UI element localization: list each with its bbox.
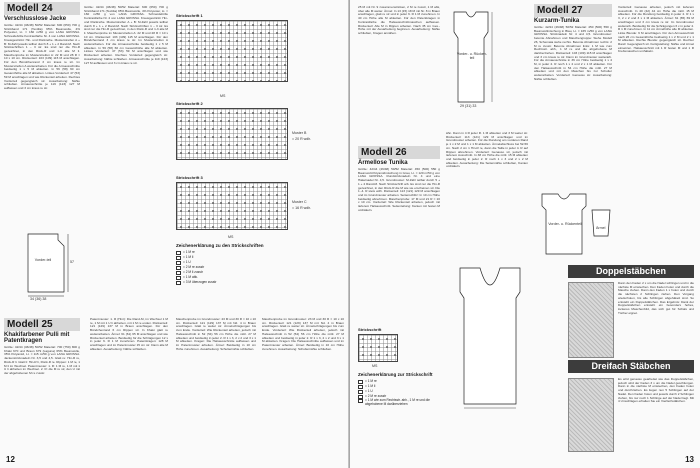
model-24-body: Größe: 42/44 (46/48) 50/52 Material: 600 (650) 700 g Strickband 171 (Textilia) 95% Baumwolle, 4% Polyester, Lt. = 160 m/50 g von LANA GROSSA. Schneidebrille Kontrastfarbe Nr. 4 von LANA GROSSA. Krausgestrickt: Hin- und Rückreihe. Musterstreifen A + B: M-Zahl jeweils teilbar durch 8 + 1 + 2 Rand-M. Nach Strickschriften 1 – 3 str. Es sind nur die Hin-R gezeichnet, in den Rück-R und 1-3 alle M li. Maschenprobe im Musterstreifen A: 22 M und 28 R = 10 x 10 cm. Rückenteil: 103 (109) 115 M anschlagen. Für den Bündchenrand 3 cm kraus re str. Im Musterstreifen A weiterarbeiten. Für die Armausschnitte beidseitig 1 x 5 M abketten. In 56 (58) 60 cm Gesamthöhe alle M abketten. Linkes Vorderteil: 47 (53) 59 M anschlagen und wie Rückenteil arbeiten. Rechtes Vorderteil gegengleich str. Ausarbeitung: Nähte schließen. Armausschnitte je 119 (123) 127 M auffassen und 3 cm kraus re str.	[4, 23, 80, 90]
schematic-label-front: Vorder-teil	[34, 258, 52, 262]
legend-title: Zeichenerklärung zu den Strickschriften	[176, 243, 264, 248]
model-25-column-3	[176, 318, 256, 452]
legend-item: = 2 M li zusstr	[176, 270, 276, 275]
dreifach-photo	[568, 378, 614, 452]
model-25-title: Khakifarbener Pulli mit Patentkragen	[4, 332, 70, 344]
chart-3-grid	[176, 182, 288, 230]
legend-item: = 1 M li	[176, 255, 276, 260]
model-26-column	[358, 146, 440, 326]
legend-item: = 1 M li	[358, 384, 440, 389]
page-number-right: 13	[685, 455, 694, 464]
page-number-left: 12	[6, 455, 15, 464]
schematic-label-width: 34 (36) 38	[30, 297, 47, 301]
model-25-body: Größe: 42/44 (46/48) 50/52 Material: 700 (750) 800 g Khaki 670 und Braun 679 (Laguna) 65% Baumwolle, 35% Polyamid, Lt. = 115 m/50 g von LANA GROSSA. Jackenstricknadeln Nr. 3,5 und 4,5. Glatt re: Hin-R re, Rück-R li. Glatt li: Hin-R li, Rück-R re. Rippen: 1 M re, 1 M li im Wechsel. Patentmuster: 1. R: 1 M re, 1 M mit 1 U li abheben im Wechsel. 2. R: die M re str, den U mit der abgehobenen M re zusstr.	[4, 345, 80, 375]
legend-item: = 1 M re	[176, 250, 276, 255]
dreifach-body: Es wird genauso gearbeitet wie das Doppelstäbchen, jedoch wird der Faden 3 x um die Nadel geschlungen. Dann in die nächste M einstechen, den Faden holen und durchziehen. Es liegen nun 5 Schlingen auf der Nadel. Den Faden holen und jeweils durch 2 Schlingen ziehen, bis nur noch 1 Schlinge auf der Nadel liegt. Mit 4 Umschlägen erhalten Sie ein Vierfachstäbchen.	[618, 378, 694, 404]
schematic-26-label: Vorder- u. Rücken-teil	[456, 52, 488, 60]
legend-item: = 2 M re zusstr	[358, 394, 440, 399]
model-24-body-continued: Größe: 42/44 (46/48) 50/52 Material: 600 (650) 700 g Strickband 171 (Textilia) 95% Baumwolle, 4% Polyester, Lt. = 160 m/50 g von LANA GROSSA. Schneidebrille Kontrastfarbe Nr. 4 von LANA GROSSA. Krausgestrickt: Hin- und Rückreihe. Musterstreifen A + B: M-Zahl jeweils teilbar durch 8 + 1 + 2 Rand-M. Nach Strickschriften 1 – 3 str. Es sind nur die Hin-R gezeichnet, in den Rück-R und 1-3 alle M li. Maschenprobe im Musterstreifen A: 22 M und 28 R = 10 x 10 cm. Rückenteil: 103 (109) 115 M anschlagen. Für den Bündchenrand 3 cm kraus re str. Im Musterstreifen A weiterarbeiten. Für die Armausschnitte beidseitig 1 x 5 M abketten. In 56 (58) 60 cm Gesamthöhe alle M abketten. Linkes Vorderteil: 47 (53) 59 M anschlagen und wie Rückenteil arbeiten. Rechtes Vorderteil gegengleich str. Ausarbeitung: Nähte schließen. Armausschnitte je 119 (123) 127 M auffassen und 3 cm kraus re str.	[84, 6, 168, 65]
model-number: 26	[395, 147, 407, 158]
chart-3-pattern-label: Muster C	[292, 200, 307, 204]
chart-2-title: Strickschrift 2	[176, 101, 203, 106]
model-27-body: Größe: 42/44 (46/48) 50/52 Material: 450 (500) 550 g Baumwollmischung in Blau, Lt. = 165 m/50 g von LANA GROSSA. Stricknadeln Nr. 4 und 4,5. Grundmuster: betonte Abnahmen und Maschengruppe: Siehe Modell 26, Schemata siehe rechts. Betonte Abnahmen rechts: 2 M re zusstr. Betonte Abnahmen links: 1 M wie zum Rechtsstr. abh., 1 M re und die abgehobene M darüberziehen. Rückenteil: 103 (109) 115 M anschlagen und 3 cm kraus re str. Dann im Grundmuster weiterarb. Für die Armausschnitte in 36 cm Höhe beidseitig 1 x 4 M, in jeder 2. R noch 1 x 2 und 2 x 1 M abketten. Für den Halsausschnitt in 54 cm Höhe die mittl. 27 M abketten und mit den Maschen bis zur Schulter weiterarbeiten. Vorderteil: Genauso str. Ausarbeitung: Nähte schließen.	[534, 25, 612, 81]
doppelstaebchen-body: Dann den Faden 2 x um die Nadel schlingen und in die nächste M einstechen. Den Faden holen und durch die Masche ziehen. Dann den Faden 1 x holen und durch die nächsten 2 Schlingen ziehen. Den Vorgang wiederholen, bis alle Schlingen abgehäkelt sind. So entsteht ein Doppelstäbchen. Das Ergebnis: Dank der Doppelstäbchen entsteht ein besonders hohes, lockeres Maschenbild, das sich gut für Schals und Tücher eignet.	[618, 282, 694, 315]
right-page	[350, 0, 700, 468]
dreifach-heading: Dreifach Stäbchen	[568, 360, 694, 373]
model-27-title: Kurzarm-Tunika	[534, 18, 580, 24]
model-label: Modell	[7, 3, 39, 14]
model-26-schematic-lower	[450, 262, 530, 412]
model-label: Modell	[7, 319, 39, 330]
chart-26-legend	[358, 372, 440, 406]
chart-26-title: Strickschrift	[358, 327, 382, 332]
model-25-body-2: Patentmuster: 1. R (Hinr): Die Rand-M, im Wechsel 1 M re, 1 M mit 1 U li abheben, mit 1 M re enden. Rückenteil: 121 (129) 137 M in Braun anschlagen. Für den Bündchenrand 6 cm Rippen str. In Khaki glatt re weiterarbeiten. Ärmel: 61 (61) 65 M anschlagen und wie Rückenteil arbeiten. Beidseitig für die Schrägungen 12 x in jeder 6. R 1 M zunehmen. Patentkragen: 128 M anschlagen und im Patentmuster 15 cm str. Dann alle M abketten. Ausarbeitung: Nähte schließen.	[90, 318, 168, 351]
model-number: 24	[41, 3, 53, 14]
doppelstaebchen-photo	[568, 282, 614, 358]
model-27-body-2: Vorderteil: Genauso arbeiten, jedoch mit tieferem Ausschnitt. In 40 (42) 44 cm Höhe die mittl. 15 M abketten. Für die Rundung beidseitig in jeder 2. R 1 x 3, 2 x 2 und 3 x 1 M abketten. Ärmel: 61 (65) 69 M anschlagen und 3 cm kraus re str. Im Grundmuster weiterarb. Beidseitig für die Schrägungen 6 x in jeder 4. R 1 M zunehmen. In 11 cm Ärmelhöhe alle M abketten. Linke Blende: 9 M anschlagen. Für den Armausschnitt nach 26 cm Gesamthöhe beidseitig 1 x 2 M und 2 x 1 M abketten. Rechte Blende: gegengleich str. Rechter Rand: Gegengleich str. Fertigstellung: Nähte und Armel einsetzen. Halsausschnitt mit 1 R festen M und 1 R Krebsmaschen umhäkeln.	[618, 6, 694, 54]
model-26-heading	[358, 146, 440, 159]
model-24-column-2	[84, 6, 168, 226]
model-26-body: Größe: 42/44 (46/48) 50/52 Material: 450 (500) 550 g Baumwoll-Polyamidmischung in Grau, Lt. = 120 m/50 g von LANA GROSSA. Rundstricknadeln Nr. 4 und eine Häkelnadel Nr. 4,5. Grundmuster: M-Zahl teilbar durch 5 + 1 + 2 Rand-M. Nach Strickschrift arb. Es sind nur die Hin-R gezeichnet, in den Rück-R die M wie sie erscheinen str. Die 1.-4. R stets wdh. Rückenteil: 113 (121) 129 M anschlagen und im Grundmuster arbeiten. Seitenschlitz: In 10 cm Höhe beidseitig abnehmen. Maschenprobe: 17 M und 21 R = 10 x 10 cm. Vorderteil: Wie Rückenteil arbeiten, jedoch mit tieferem Halsausschnitt. Seitenteilung: Kanten mit festen M umhäkeln.	[358, 167, 440, 212]
legend-item: = 1 M wie zum Rechtsstr. abh., 1 M re und die abgehobene M darüberziehen	[358, 399, 440, 406]
chart-26-ms-label: MS	[372, 364, 378, 368]
schematic-27-label: Vorder- u. Rückenteil	[548, 222, 582, 226]
legend-item: = 1 U	[176, 260, 276, 265]
chart-2-grid	[176, 108, 288, 160]
model-27-column-2	[618, 6, 694, 206]
chart-1-ms-label: MS	[220, 94, 226, 98]
model-27-heading	[534, 4, 612, 17]
doppelstaebchen-heading: Doppelstäbchen	[568, 265, 694, 278]
chart-legend	[176, 243, 276, 285]
model-24-heading	[4, 2, 80, 15]
model-26-body-2: ähn. Dann in 4 R jeder R. 1 M abketten und 3 M weiter str. Rückenteil: 113 (121) 129 M anschlagen und im Grundmuster arbeiten. Für die Rundung am vorderen Rand je 1 x 2 M und 1 x 1 M abketten. Ärmelabschluss bei 52-56 cm. Nach 2 cm 1 Hin-R re, dann die Taille in jeder 4. R auf Rippen abnehmen. Vorderteil: Genauso str, jedoch mit tieferem Ausschnitt. In 38 cm Höhe die mittl. 15 M abketten und beidseitig in jeder 2. R noch 1 x 3 und 2 x 2 M abketten. Ausarbeitung: Die Seitennähte schließen, Kanten umhäkeln.	[446, 132, 528, 169]
schematic-label-height: 57	[70, 260, 74, 264]
legend-item: = 2 M re zusstr	[176, 265, 276, 270]
legend-item: = 1 U	[358, 389, 440, 394]
doppelstaebchen-text	[618, 282, 694, 358]
chart-3-title: Strickschrift 3	[176, 175, 203, 180]
legend-item: = 1 M re	[358, 379, 440, 384]
continued-text-column	[358, 6, 440, 146]
schematic-27-sleeve-label: Ärmel	[596, 226, 606, 230]
legend-26-title: Zeichenerklärung zur Strickschrift	[358, 372, 433, 377]
model-number: 27	[571, 5, 583, 16]
schematic-26-width: 29 (31) 33	[460, 104, 477, 108]
chart-2-pattern-label: Muster B	[292, 131, 307, 135]
model-number: 25	[41, 319, 53, 330]
chart-26-grid	[358, 334, 398, 362]
dreifach-text	[618, 378, 694, 452]
model-25-column-4	[262, 318, 344, 452]
model-25-body-4: Maschenprobe im Grundmuster: 23 M und 30 R = 10 x 10 cm. Rückenteil: 121 (129) 137 M mit Nd. 4 in Braun anschlagen. Glatt re weiter str. Ärmelschrägungen bis zum Ende. Vorderteil: Wie Rückenteil arbeiten, jedoch mit Halsausschnitt in 52 (54) 56 cm Höhe die mittl. 27 M abketten und beidseitig in jeder 2. R 1 x 3, 2 x 2 und 3 x 1 M abketten. Kragen: Die Halsausschnitte auffassen und im Patentmuster arbeiten. Ärmel: Beidseitig in 10 cm Höhe zunehmen. Ausarbeitung: Schulternähte schließen.	[262, 318, 344, 351]
continued-text-body: 25 M mit Nr. 9 zusammenstricken, 2 M re zusstr, 1 M abk, über alle M weiter. Ärmel: In 13 (15) 18 M mit Nr. 8 in Braun anschlagen, glatt re str und in jeder 6. R 1 M zunehmen. In 40 cm Höhe alle M abketten. Für den Patentkragen in Kontrastfarbe die Halsausschnittmaschen auffassen. Rückenteil: Alle M in Rippen arbeiten. Nach 35 cm Ges.-Höhe mit der Ausarbeitung beginnen. Ausarbeitung: Nähte schließen, Kragen annähen.	[358, 6, 440, 35]
model-24-schematic	[18, 230, 98, 300]
model-25-heading	[4, 318, 80, 331]
chart-2-repeat-label: = 20 R wdh.	[292, 137, 312, 141]
model-26-column-2	[446, 132, 528, 262]
model-25-body-3: Maschenprobe im Grundmuster: 23 M und 30 R = 10 x 10 cm. Rückenteil: 121 (129) 137 M mit Nd. 4 in Braun anschlagen. Glatt re weiter str. Ärmelschrägungen bis zum Ende. Vorderteil: Wie Rückenteil arbeiten, jedoch mit Halsausschnitt in 52 (54) 56 cm Höhe die mittl. 27 M abketten und beidseitig in jeder 2. R 1 x 3, 2 x 2 und 3 x 1 M abketten. Kragen: Die Halsausschnitte auffassen und im Patentmuster arbeiten. Ärmel: Beidseitig in 10 cm Höhe zunehmen. Ausarbeitung: Schulternähte schließen.	[176, 318, 256, 351]
legend-item: = 1 M abk.	[176, 275, 276, 280]
chart-3-ms-label: MS	[228, 235, 234, 239]
legend-item: = 3 M überzogen zusstr	[176, 280, 276, 285]
chart-1-title: Strickschrift 1	[176, 13, 203, 18]
model-25-column-2	[90, 318, 168, 452]
model-label: Modell	[361, 147, 393, 158]
chart-1-grid	[176, 20, 288, 82]
model-24-column	[4, 2, 80, 230]
chart-3-repeat-label: = 16 R wdh.	[292, 206, 312, 210]
model-24-title: Verschlusslose Jacke	[4, 16, 67, 22]
model-26-title: Ärmellose Tunika	[358, 160, 408, 166]
model-label: Modell	[537, 5, 569, 16]
model-25-column	[4, 318, 80, 458]
